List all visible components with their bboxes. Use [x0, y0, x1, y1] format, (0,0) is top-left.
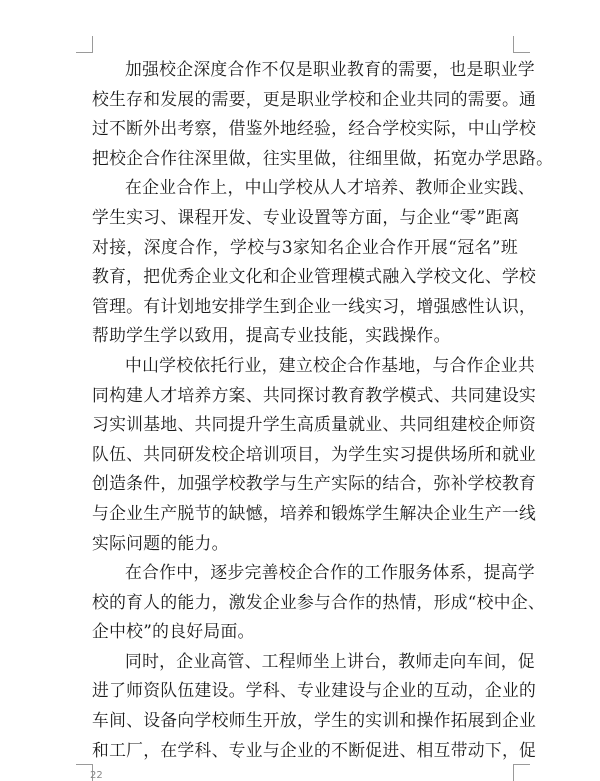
text-line: 在合作中，逐步完善校企合作的工作服务体系，提高学: [125, 562, 535, 583]
text-line: 与企业生产脱节的缺憾，培养和锻炼学生解决企业生产一线: [92, 502, 537, 523]
text-line: 创造条件，加强学校教学与生产实际的结合，弥补学校教育: [92, 473, 537, 494]
paragraph: [92, 647, 537, 765]
text-line: 同时，企业高管、工程师坐上讲台，教师走向车间，促: [125, 650, 535, 671]
paragraph: [92, 558, 545, 647]
text-line: 习实训基地、共同提升学生高质量就业、共同组建校企师资: [92, 414, 537, 435]
text-line: 同构建人才培养方案、共同探讨教育教学模式、共同建设实: [92, 384, 537, 405]
paragraph: [92, 55, 554, 173]
text-line: 把校企合作往深里做，往实里做，往细里做，拓宽办学思路。: [92, 147, 554, 168]
crop-mark-top-left: [76, 36, 93, 53]
text-line: 帮助学生学以致用，提高专业技能，实践操作。: [92, 325, 451, 346]
document-body: [92, 55, 554, 765]
text-line: 对接，深度合作，学校与3家知名企业合作开展“冠名”班: [92, 236, 518, 257]
crop-mark-top-right: [513, 36, 530, 53]
text-line: 教育，把优秀企业文化和企业管理模式融入学校文化、学校: [92, 266, 537, 287]
text-line: 校的育人的能力，激发企业参与合作的热情，形成“校中企、: [92, 591, 545, 612]
text-line: 和工厂，在学科、专业与企业的不断促进、相互带动下，促: [92, 739, 537, 760]
text-line: 实际问题的能力。: [92, 532, 229, 553]
text-line: 在企业合作上，中山学校从人才培养、教师企业实践、: [125, 177, 535, 198]
text-line: 企中校”的良好局面。: [92, 621, 255, 642]
text-line: 车间、设备向学校师生开放，学生的实训和操作拓展到企业: [92, 710, 537, 731]
text-line: 进了师资队伍建设。学科、专业建设与企业的互动，企业的: [92, 680, 537, 701]
text-line: 加强校企深度合作不仅是职业教育的需要，也是职业学: [125, 59, 535, 79]
text-line: 校生存和发展的需要，更是职业学校和企业共同的需要。通: [92, 88, 537, 109]
text-line: 学生实习、课程开发、专业设置等方面，与企业“零”距离: [92, 206, 520, 227]
text-line: 管理。有计划地安排学生到企业一线实习，增强感性认识，: [92, 295, 537, 316]
page-number: 22: [90, 770, 103, 781]
paragraph: [92, 173, 537, 351]
text-line: 过不断外出考察，借鉴外地经验，经合学校实际，中山学校: [92, 118, 537, 139]
crop-mark-bottom-right: [513, 764, 530, 781]
text-line: 队伍、共同研发校企培训项目，为学生实习提供场所和就业: [92, 443, 537, 464]
paragraph: [92, 351, 537, 558]
text-line: 中山学校依托行业，建立校企合作基地，与合作企业共: [125, 354, 535, 375]
